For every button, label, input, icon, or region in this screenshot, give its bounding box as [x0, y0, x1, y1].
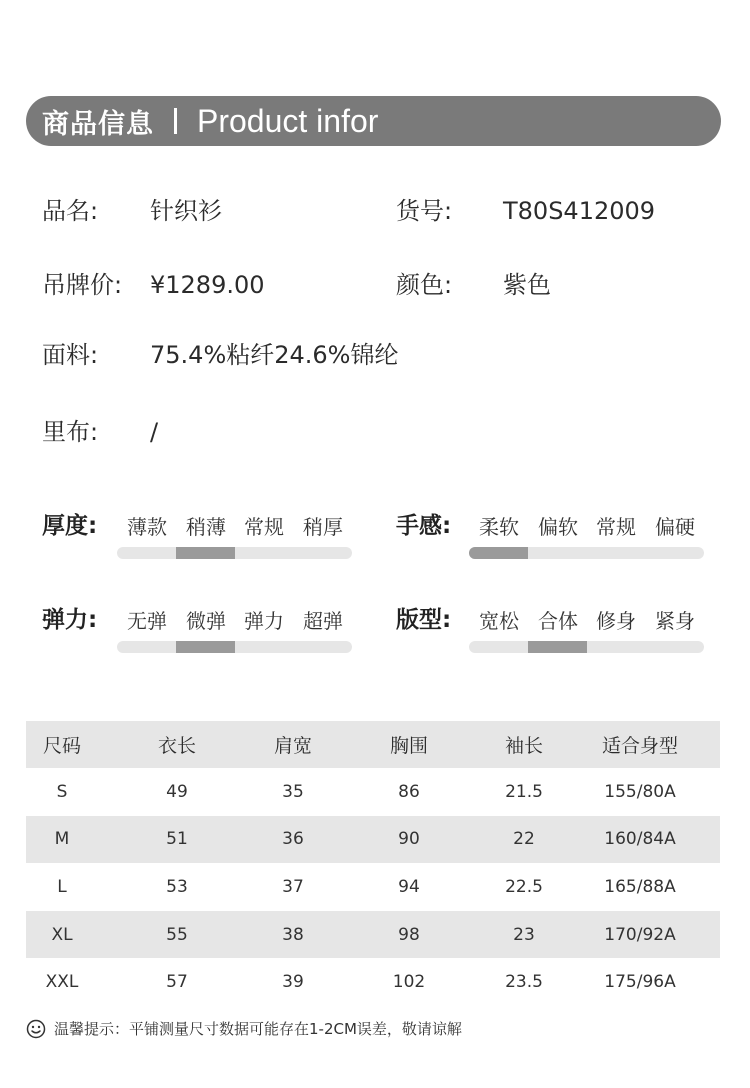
- table-cell: M: [54, 829, 70, 850]
- table-cell: 38: [282, 924, 304, 945]
- smiley-icon: [26, 1019, 46, 1039]
- attr-option: 合体: [538, 609, 578, 633]
- table-cell: 160/84A: [604, 829, 676, 850]
- table-header-cell: 适合身型: [601, 735, 678, 757]
- table-cell: XL: [51, 924, 73, 945]
- table-header-cell: 肩宽: [273, 735, 312, 757]
- table-cell: 90: [398, 829, 420, 850]
- name-value: 针织衫: [150, 197, 222, 225]
- table-cell: 49: [166, 781, 188, 802]
- color-label: 颜色:: [396, 271, 453, 299]
- header-title-en: Product infor: [197, 102, 379, 139]
- price-label: 吊牌价:: [42, 271, 123, 299]
- table-cell: 22.5: [505, 876, 543, 897]
- table-header-row: [26, 721, 720, 768]
- table-cell: 51: [166, 829, 188, 850]
- table-header-cell: 胸围: [389, 735, 428, 757]
- table-row: [26, 958, 720, 1006]
- tip-text: 温馨提示：平铺测量尺寸数据可能存在1-2CM误差，敬请谅解: [54, 1020, 462, 1038]
- table-cell: XXL: [45, 972, 79, 993]
- table-row: [26, 768, 720, 816]
- table-cell: L: [57, 876, 67, 897]
- table-cell: 23.5: [505, 972, 543, 993]
- table-cell: 53: [166, 876, 188, 897]
- table-cell: 155/80A: [604, 781, 676, 802]
- attr-scale-track: [117, 641, 352, 653]
- attr-option: 常规: [244, 515, 284, 539]
- attr-option: 宽松: [479, 609, 519, 633]
- table-header-cell: 袖长: [504, 735, 543, 757]
- table-cell: 98: [398, 924, 420, 945]
- table-cell: 21.5: [505, 781, 543, 802]
- attr-scale-selected: [176, 641, 235, 653]
- table-cell: 94: [398, 876, 420, 897]
- attr-scale-selected: [469, 547, 528, 559]
- attr-label: 版型:: [396, 607, 452, 633]
- table-cell: 37: [282, 876, 304, 897]
- table-row: [26, 911, 720, 959]
- table-cell: 57: [166, 972, 188, 993]
- fabric-value: 75.4%粘纤24.6%锦纶: [150, 341, 399, 369]
- table-cell: 22: [513, 829, 535, 850]
- attr-option: 柔软: [479, 515, 519, 539]
- table-cell: 170/92A: [604, 924, 676, 945]
- attr-scale-track: [469, 547, 704, 559]
- attr-option: 稍厚: [303, 515, 343, 539]
- lining-label: 里布:: [42, 418, 99, 446]
- table-cell: 55: [166, 924, 188, 945]
- attr-option: 偏硬: [655, 515, 695, 539]
- attr-option: 紧身: [655, 609, 695, 633]
- sku-label: 货号:: [396, 197, 453, 225]
- table-cell: 86: [398, 781, 420, 802]
- fabric-label: 面料:: [42, 341, 99, 369]
- attr-label: 手感:: [396, 513, 452, 539]
- name-label: 品名:: [42, 197, 99, 225]
- table-cell: 165/88A: [604, 876, 676, 897]
- attr-option: 微弹: [186, 609, 226, 633]
- table-cell: 39: [282, 972, 304, 993]
- table-cell: 23: [513, 924, 535, 945]
- table-cell: 36: [282, 829, 304, 850]
- attr-option: 稍薄: [186, 515, 226, 539]
- table-header-cell: 衣长: [157, 735, 196, 757]
- attr-option: 超弹: [303, 609, 343, 633]
- attr-option: 常规: [596, 515, 636, 539]
- table-cell: 35: [282, 781, 304, 802]
- attr-option: 偏软: [538, 515, 578, 539]
- table-header-cell: 尺码: [42, 735, 81, 757]
- table-row: [26, 816, 720, 864]
- size-table: [26, 721, 720, 1006]
- table-cell: S: [56, 781, 68, 802]
- attr-label: 厚度:: [42, 513, 98, 539]
- header-divider: [174, 108, 177, 134]
- table-row: [26, 863, 720, 911]
- price-value: ¥1289.00: [150, 271, 265, 299]
- attr-label: 弹力:: [42, 607, 98, 633]
- header-title-cn: 商品信息: [42, 108, 154, 140]
- attr-option: 无弹: [127, 609, 167, 633]
- table-cell: 175/96A: [604, 972, 676, 993]
- size-tip: [26, 1018, 462, 1039]
- attr-scale-track: [469, 641, 704, 653]
- attr-option: 弹力: [244, 609, 284, 633]
- attr-option: 薄款: [127, 515, 167, 539]
- lining-value: /: [150, 418, 159, 446]
- attr-scale-selected: [176, 547, 235, 559]
- attr-option: 修身: [596, 609, 636, 633]
- attr-scale-track: [117, 547, 352, 559]
- sku-value: T80S412009: [503, 197, 656, 225]
- section-header: [26, 96, 721, 146]
- attr-scale-selected: [528, 641, 587, 653]
- table-cell: 102: [392, 972, 426, 993]
- color-value: 紫色: [503, 271, 551, 299]
